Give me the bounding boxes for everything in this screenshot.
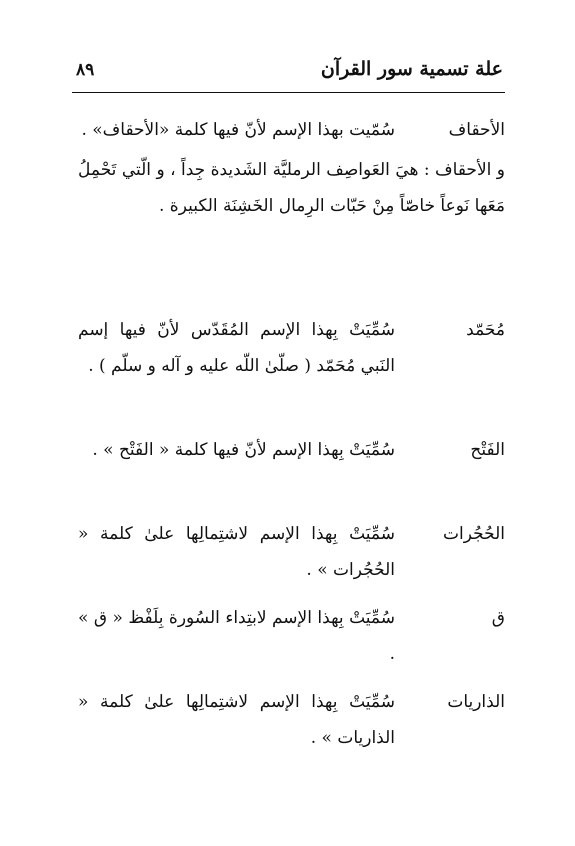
entry-dhariyat <box>78 684 505 756</box>
surah-explanation: سُمِّيَتْ بِهذا الإسم لاشتِمالِها علىٰ كلمة « الحُجُرات » . <box>78 524 395 580</box>
surah-name: الحُجُرات <box>443 524 505 544</box>
page-number: ٨٩ <box>76 60 95 80</box>
surah-name: مُحَمّد <box>466 320 505 340</box>
surah-name: الأحقاف <box>448 120 505 140</box>
surah-explanation: سُمِّيَتْ بِهذا الإسم لأنّ فيها كلمة « الفَتْح » . <box>92 440 395 460</box>
surah-explanation: سُمِّيَتْ بِهذا الإسم لابتِداء السُورة بِلَفْظ « ق » . <box>78 608 395 664</box>
surah-name: الذاريات <box>447 692 505 712</box>
surah-explanation: سُمّيت بهذا الإسم لأنّ فيها كلمة «الأحقاف» . <box>81 120 395 140</box>
entry-fath <box>78 432 505 468</box>
running-header-title: علة تسمية سور القرآن <box>320 58 503 80</box>
surah-name: ق <box>491 608 505 628</box>
header-divider <box>72 92 505 93</box>
entry-qaf <box>78 600 505 672</box>
entry-hujurat <box>78 516 505 588</box>
entry-ahqaf <box>78 112 505 224</box>
surah-explanation: سُمِّيَتْ بِهذا الإسم لاشتِمالِها علىٰ كلمة « الذاريات » . <box>78 692 395 748</box>
surah-explanation: سُمِّيَتْ بِهذا الإسم المُقَدّس لأنّ فيها إسم النَبي مُحَمّد ( صلّىٰ اللّه عليه و آله و سلّم ) . <box>78 320 395 376</box>
term-definition: و الأحقاف : هيَ العَواصِف الرمليَّة الشَديدة جِداً ، و الّتي تَحْمِلُ مَعَها نَوعاً خاصّاً مِنْ حَبّات الرِمال الخَشِنَة الكبيرة . <box>78 160 505 216</box>
surah-name: الفَتْح <box>470 440 505 460</box>
entry-muhammad <box>78 312 505 384</box>
